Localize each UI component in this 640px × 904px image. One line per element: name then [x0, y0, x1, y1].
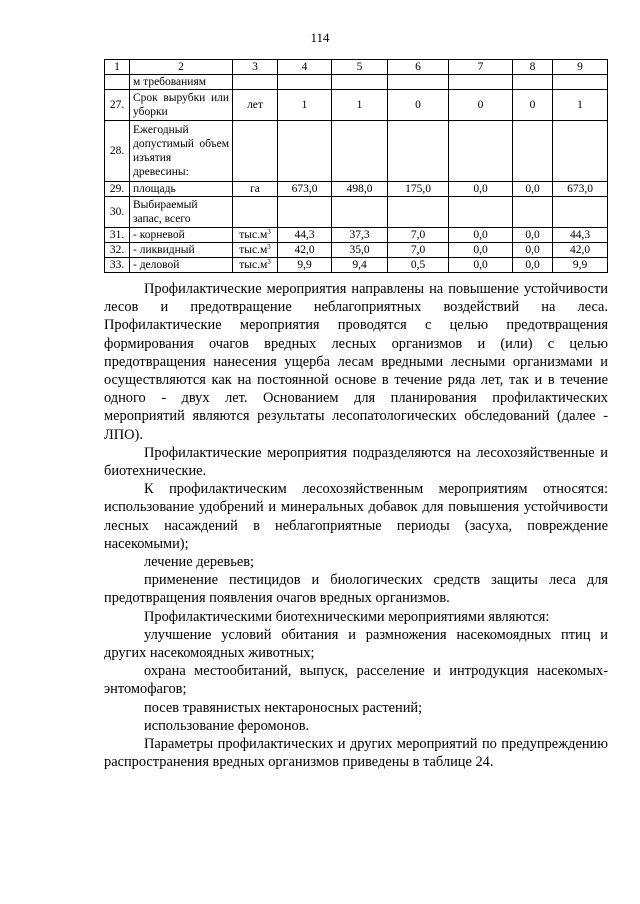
header-cell: 7 [449, 60, 513, 75]
value-cell [449, 121, 513, 182]
value-cell [278, 121, 332, 182]
row-number: 27. [105, 90, 130, 121]
row-unit: га [233, 182, 278, 197]
paragraph: охрана местообитаний, выпуск, расселение и интродукция насекомых-энтомофагов; [104, 663, 608, 698]
table-row [105, 197, 608, 228]
row-number: 29. [105, 182, 130, 197]
value-cell: 0 [388, 90, 449, 121]
value-cell: 9,4 [332, 258, 388, 273]
value-cell: 0,0 [513, 182, 553, 197]
value-cell [278, 75, 332, 90]
paragraph: посев травянистых нектароносных растений; [144, 699, 423, 716]
value-cell [332, 121, 388, 182]
value-cell [332, 197, 388, 228]
value-cell: 35,0 [332, 243, 388, 258]
row-unit [233, 75, 278, 90]
row-name: - деловой [130, 258, 233, 273]
header-cell: 5 [332, 60, 388, 75]
value-cell: 42,0 [553, 243, 608, 258]
value-cell [553, 75, 608, 90]
row-number: 33. [105, 258, 130, 273]
value-cell: 1 [332, 90, 388, 121]
value-cell [278, 197, 332, 228]
paragraph: Профилактические мероприятия направлены на повышение устойчивости лесов и предотвращение неблагоприятных воздействий на леса. Профилактические мероприятия проводятся с целью предотвращения формирования очагов вредных лесных организмов и (или) с целью предотвращения нанесения ущерба лесам вредными лесными организмами и осуществляются как на постоянной основе в течение ряда лет, так и в течение одного - двух лет. Основанием для планирования профилактических мероприятий являются результаты лесопатологических обследований (далее - ЛПО). [104, 281, 608, 443]
paragraph: Профилактическими биотехническими мероприятиями являются: [144, 608, 550, 625]
table-row [105, 228, 608, 243]
table-row [105, 243, 608, 258]
row-number: 32. [105, 243, 130, 258]
value-cell [513, 75, 553, 90]
row-name: Выбираемый запас, всего [130, 197, 233, 228]
value-cell: 0,0 [513, 243, 553, 258]
row-name: м требованиям [130, 75, 233, 90]
header-cell: 8 [513, 60, 553, 75]
row-unit [233, 228, 278, 243]
value-cell: 0,0 [449, 258, 513, 273]
unit-superscript: 3 [267, 228, 271, 236]
value-cell [513, 197, 553, 228]
body-text [104, 280, 608, 771]
paragraph: лечение деревьев; [144, 554, 255, 571]
unit-text: тыс.м [239, 259, 268, 271]
value-cell: 673,0 [553, 182, 608, 197]
paragraph: Профилактические мероприятия подразделяются на лесохозяйственные и биотехнические. [104, 444, 608, 480]
row-name: Ежегодный допустимый объем изъятия древесины: [130, 121, 233, 182]
value-cell: 9,9 [278, 258, 332, 273]
value-cell [553, 197, 608, 228]
header-cell: 2 [130, 60, 233, 75]
row-unit [233, 243, 278, 258]
table-row [105, 258, 608, 273]
value-cell: 175,0 [388, 182, 449, 197]
value-cell: 0 [449, 90, 513, 121]
value-cell: 498,0 [332, 182, 388, 197]
header-cell: 3 [233, 60, 278, 75]
row-unit: лет [233, 90, 278, 121]
value-cell: 673,0 [278, 182, 332, 197]
row-name: площадь [130, 182, 233, 197]
value-cell: 0 [513, 90, 553, 121]
unit-superscript: 3 [267, 258, 271, 266]
value-cell: 9,9 [553, 258, 608, 273]
value-cell: 0,0 [449, 182, 513, 197]
value-cell [449, 197, 513, 228]
row-number: 31. [105, 228, 130, 243]
value-cell: 0,5 [388, 258, 449, 273]
value-cell [449, 75, 513, 90]
header-cell: 9 [553, 60, 608, 75]
table-row [105, 90, 608, 121]
row-number: 28. [105, 121, 130, 182]
paragraph: использование феромонов. [144, 717, 310, 734]
value-cell: 44,3 [553, 228, 608, 243]
paragraph: К профилактическим лесохозяйственным мероприятиям относятся: использование удобрений и минеральных добавок для повышения устойчивости лесных насаждений в неблагоприятные периоды (засуха, повреждение насекомыми); [104, 481, 608, 552]
value-cell: 7,0 [388, 243, 449, 258]
page-number: 114 [310, 30, 330, 45]
row-number: 30. [105, 197, 130, 228]
unit-text: тыс.м [239, 229, 268, 241]
value-cell: 37,3 [332, 228, 388, 243]
value-cell: 0,0 [513, 228, 553, 243]
paragraph: применение пестицидов и биологических средств защиты леса для предотвращения появления очагов вредных организмов. [104, 572, 608, 607]
value-cell: 0,0 [449, 243, 513, 258]
row-unit [233, 258, 278, 273]
unit-text: тыс.м [239, 244, 268, 256]
value-cell [388, 197, 449, 228]
value-cell [332, 75, 388, 90]
row-name: - корневой [130, 228, 233, 243]
row-number [105, 75, 130, 90]
value-cell: 1 [278, 90, 332, 121]
value-cell [513, 121, 553, 182]
paragraph: улучшение условий обитания и размножения насекомоядных птиц и других насекомоядных животных; [104, 626, 608, 662]
value-cell: 0,0 [449, 228, 513, 243]
forest-parameters-table [104, 59, 608, 273]
value-cell: 0,0 [513, 258, 553, 273]
value-cell: 1 [553, 90, 608, 121]
table-row [105, 121, 608, 182]
value-cell: 42,0 [278, 243, 332, 258]
value-cell [553, 121, 608, 182]
row-name: Срок вырубки или уборки [130, 90, 233, 121]
table-row [105, 75, 608, 90]
row-unit [233, 121, 278, 182]
header-cell: 6 [388, 60, 449, 75]
header-cell: 4 [278, 60, 332, 75]
header-cell: 1 [105, 60, 130, 75]
row-unit [233, 197, 278, 228]
value-cell: 7,0 [388, 228, 449, 243]
row-name: - ликвидный [130, 243, 233, 258]
value-cell: 44,3 [278, 228, 332, 243]
value-cell [388, 121, 449, 182]
unit-superscript: 3 [267, 243, 271, 251]
value-cell [388, 75, 449, 90]
paragraph: Параметры профилактических и других мероприятий по предупреждению распространения вредных организмов приведены в таблице 24. [104, 736, 608, 771]
table-header-row [105, 60, 608, 75]
table-row [105, 182, 608, 197]
